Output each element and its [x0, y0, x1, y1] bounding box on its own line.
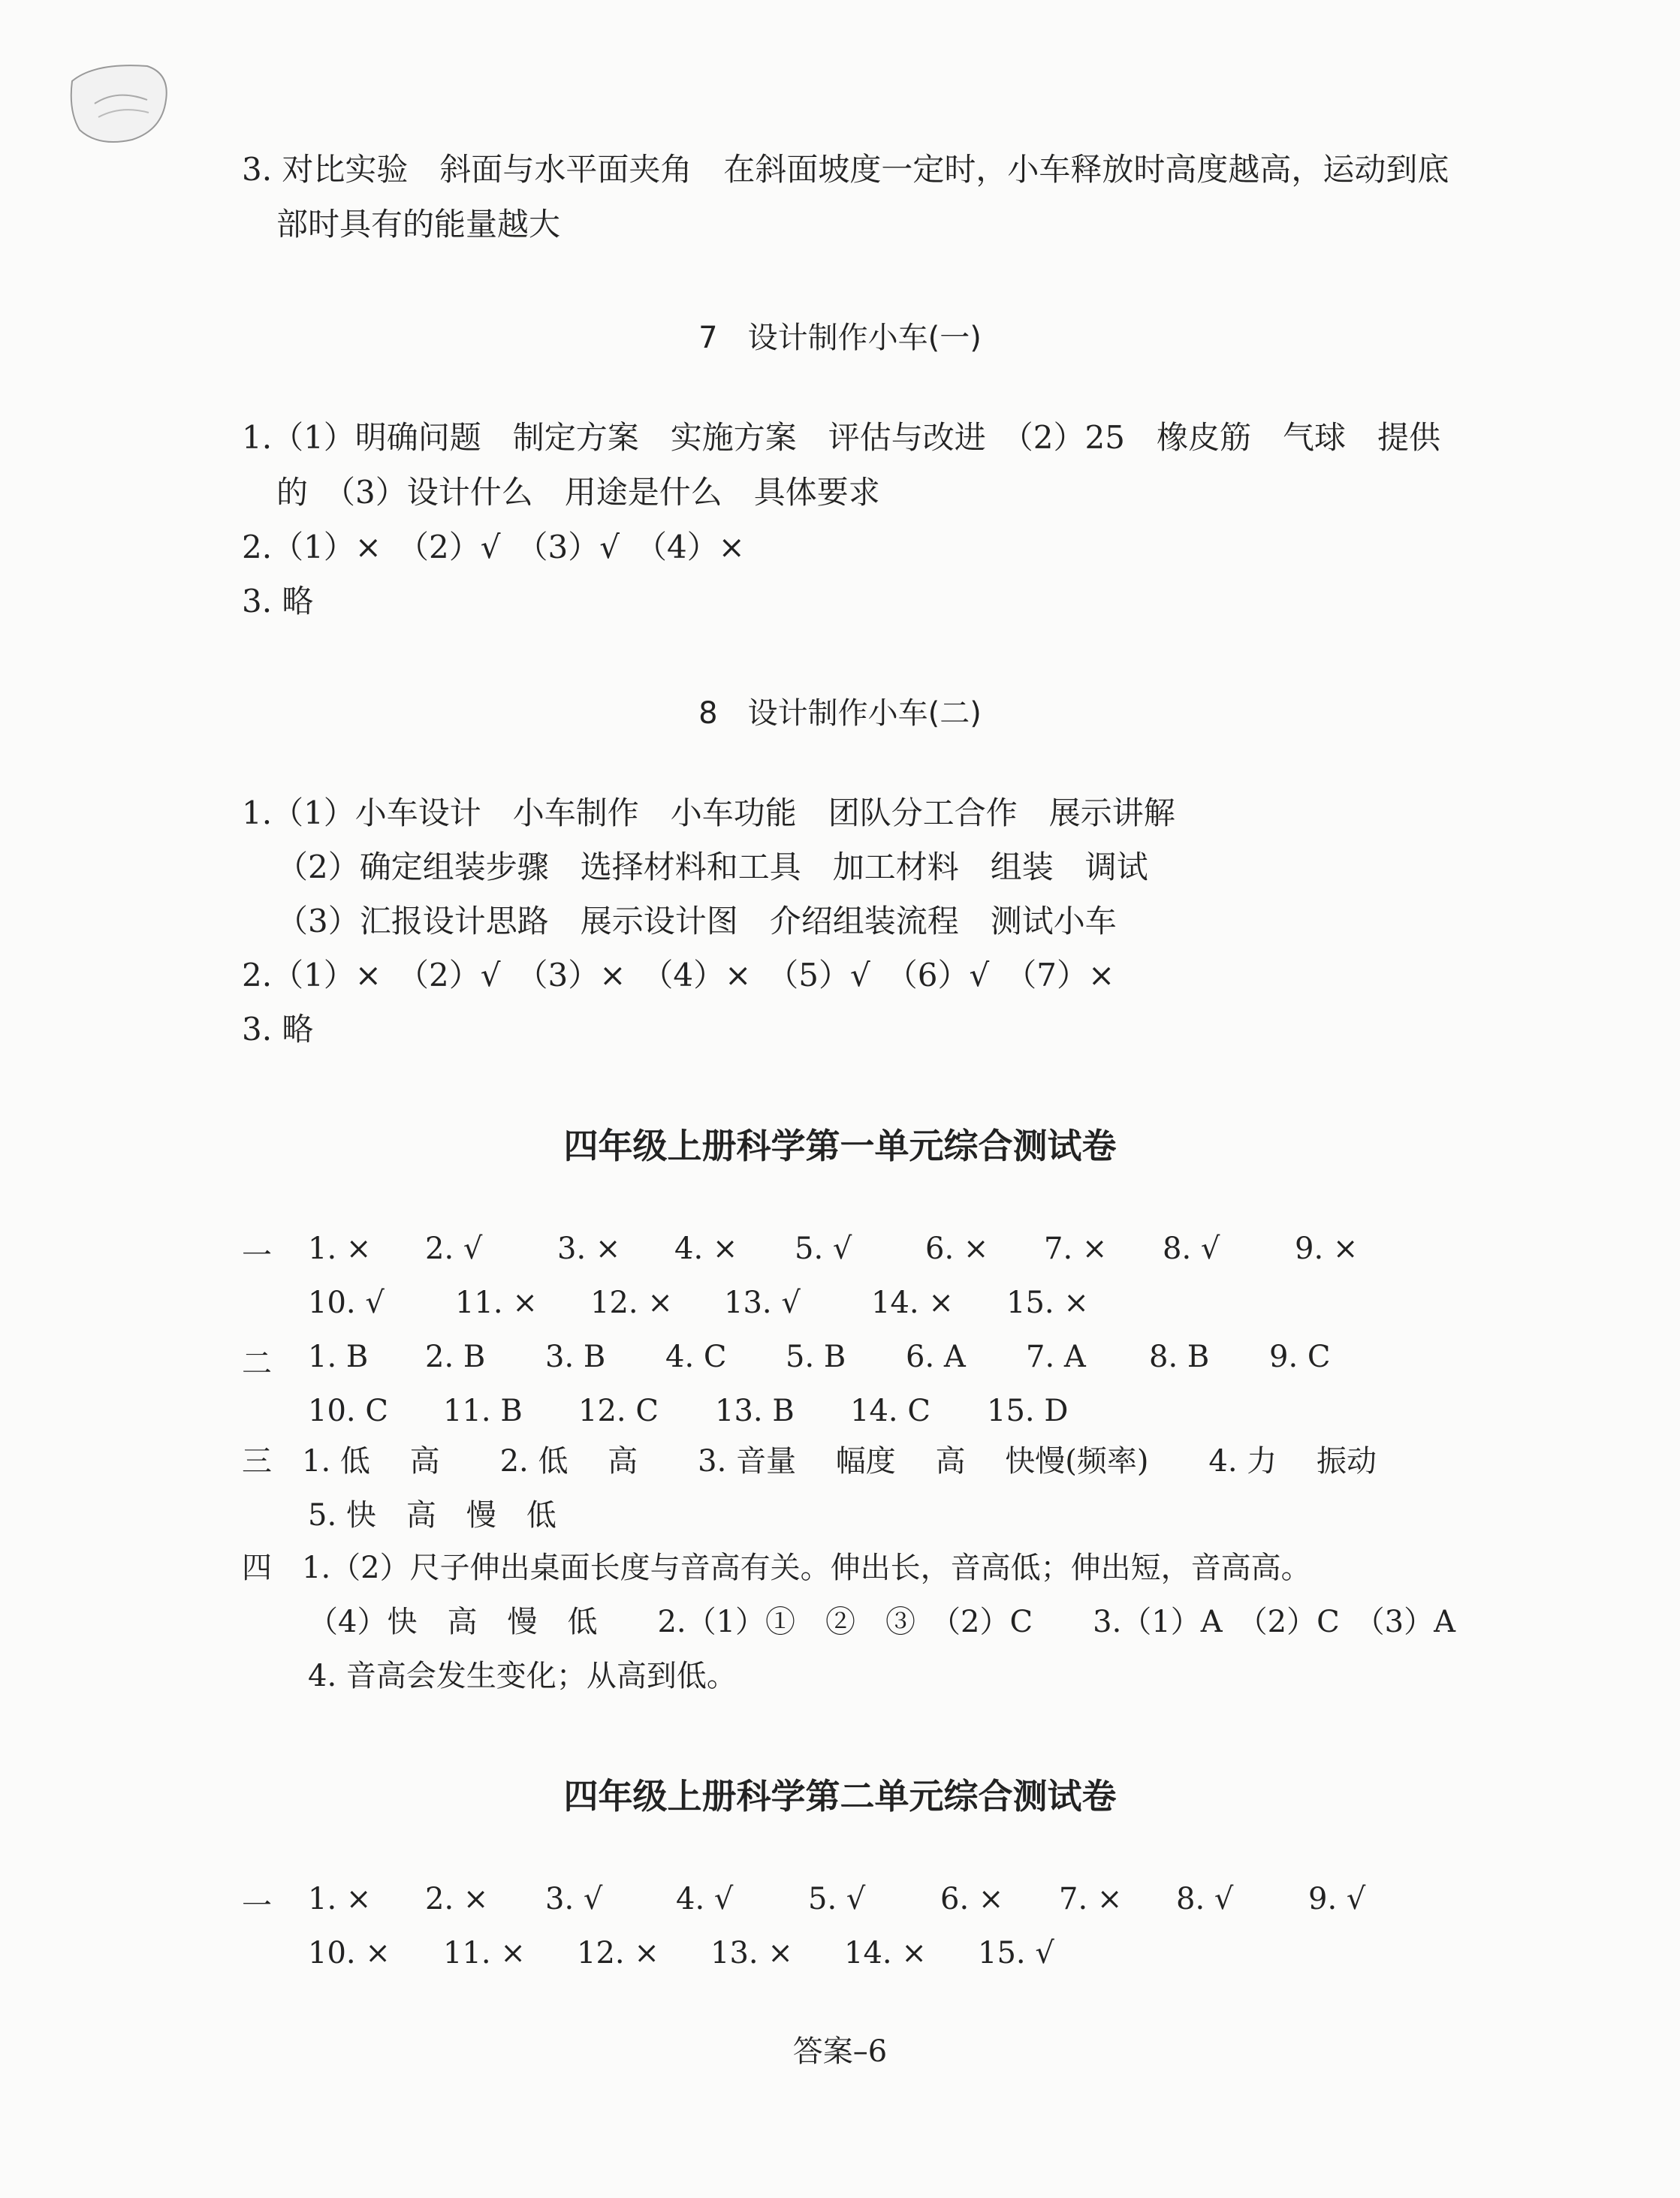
answer-line: 2.（1）× （2）√ （3）√ （4）×: [242, 529, 745, 565]
answer-line: 三 1. 低 高 2. 低 高 3. 音量 幅度 高 快慢(频率) 4. 力 振动: [242, 1444, 1377, 1479]
answer-item: 6. A: [906, 1340, 966, 1374]
answer-line: 2.（1）× （2）√ （3）× （4）× （5）√ （6）√ （7）×: [242, 957, 1115, 993]
answer-item: 11. ×: [443, 1936, 526, 1970]
answer-item: 2. B: [425, 1340, 486, 1374]
answer-item: 15. √: [978, 1936, 1054, 1970]
answer-item: 2. √: [425, 1232, 483, 1266]
answer-item: 10. ×: [308, 1936, 391, 1970]
answer-item: 13. √: [724, 1286, 801, 1320]
test-title-unit1: 四年级上册科学第一单元综合测试卷: [563, 1126, 1117, 1166]
answer-item: 7. A: [1026, 1340, 1086, 1374]
answer-item: 9. ×: [1295, 1232, 1359, 1266]
section-label: 一: [242, 1889, 272, 1923]
answer-item: 4. C: [665, 1340, 727, 1374]
answer-item: 8. √: [1163, 1232, 1220, 1266]
answer-item: 12. ×: [590, 1286, 673, 1320]
answer-line: （3）汇报设计思路 展示设计图 介绍组装流程 测试小车: [276, 903, 1117, 939]
answer-item: 5. √: [795, 1232, 852, 1266]
answer-item: 11. B: [443, 1394, 523, 1428]
answer-item: 6. ×: [925, 1232, 989, 1266]
answer-item: 12. ×: [577, 1936, 659, 1970]
answer-item: 5. B: [786, 1340, 846, 1374]
answer-item: 14. C: [850, 1394, 930, 1428]
answer-item: 14. ×: [844, 1936, 927, 1970]
section-label: 一: [242, 1238, 272, 1273]
answer-item: 4. ×: [674, 1232, 738, 1266]
answer-line: 四 1.（2）尺子伸出桌面长度与音高有关。伸出长，音高低；伸出短，音高高。: [242, 1551, 1311, 1585]
answer-item: 14. ×: [871, 1286, 954, 1320]
answer-item: 7. ×: [1044, 1232, 1108, 1266]
answer-item: 10. C: [308, 1394, 388, 1428]
answer-item: 15. ×: [1006, 1286, 1089, 1320]
answer-line: 5. 快 高 慢 低: [308, 1498, 556, 1533]
stamp-logo: [65, 59, 177, 149]
answer-item: 9. C: [1269, 1340, 1331, 1374]
section-title-7: 7 设计制作小车(一): [698, 321, 982, 355]
answer-line: 1.（1）明确问题 制定方案 实施方案 评估与改进 （2）25 橡皮筋 气球 提供: [242, 419, 1440, 456]
answer-item: 8. B: [1149, 1340, 1210, 1374]
answer-item: 13. B: [715, 1394, 795, 1428]
answer-item: 6. ×: [940, 1882, 1004, 1916]
answer-item: 3. B: [545, 1340, 606, 1374]
answer-line: 3. 略: [242, 1011, 314, 1048]
answer-line: 3. 略: [242, 583, 314, 620]
answer-line: （2）确定组装步骤 选择材料和工具 加工材料 组装 调试: [276, 849, 1148, 885]
answer-item: 2. ×: [425, 1882, 489, 1916]
section-label: 二: [242, 1346, 272, 1381]
answer-item: 11. ×: [455, 1286, 538, 1320]
answer-item: 10. √: [308, 1286, 385, 1320]
answer-item: 1. ×: [308, 1882, 372, 1916]
answer-line: 3. 对比实验 斜面与水平面夹角 在斜面坡度一定时，小车释放时高度越高，运动到底: [242, 151, 1449, 188]
answer-item: 9. √: [1308, 1882, 1366, 1916]
answer-item: 7. ×: [1059, 1882, 1123, 1916]
answer-line: （4）快 高 慢 低 2.（1）① ② ③ （2）C 3.（1）A （2）C （3）A: [308, 1605, 1456, 1639]
test-title-unit2: 四年级上册科学第二单元综合测试卷: [563, 1776, 1117, 1817]
page-number: 答案–6: [792, 2034, 888, 2069]
answer-item: 1. ×: [308, 1232, 372, 1266]
answer-item: 12. C: [578, 1394, 659, 1428]
answer-item: 3. ×: [557, 1232, 621, 1266]
answer-item: 8. √: [1176, 1882, 1234, 1916]
answer-item: 4. √: [676, 1882, 734, 1916]
answer-line: 1.（1）小车设计 小车制作 小车功能 团队分工合作 展示讲解: [242, 794, 1175, 831]
answer-line: 4. 音高会发生变化；从高到低。: [308, 1659, 737, 1693]
answer-item: 3. √: [545, 1882, 603, 1916]
answer-line: 部时具有的能量越大: [276, 206, 561, 243]
answer-item: 15. D: [987, 1394, 1069, 1428]
answer-item: 5. √: [808, 1882, 866, 1916]
answer-item: 1. B: [308, 1340, 369, 1374]
answer-item: 13. ×: [710, 1936, 793, 1970]
answer-line: 的 （3）设计什么 用途是什么 具体要求: [276, 474, 880, 511]
section-title-8: 8 设计制作小车(二): [698, 696, 982, 731]
